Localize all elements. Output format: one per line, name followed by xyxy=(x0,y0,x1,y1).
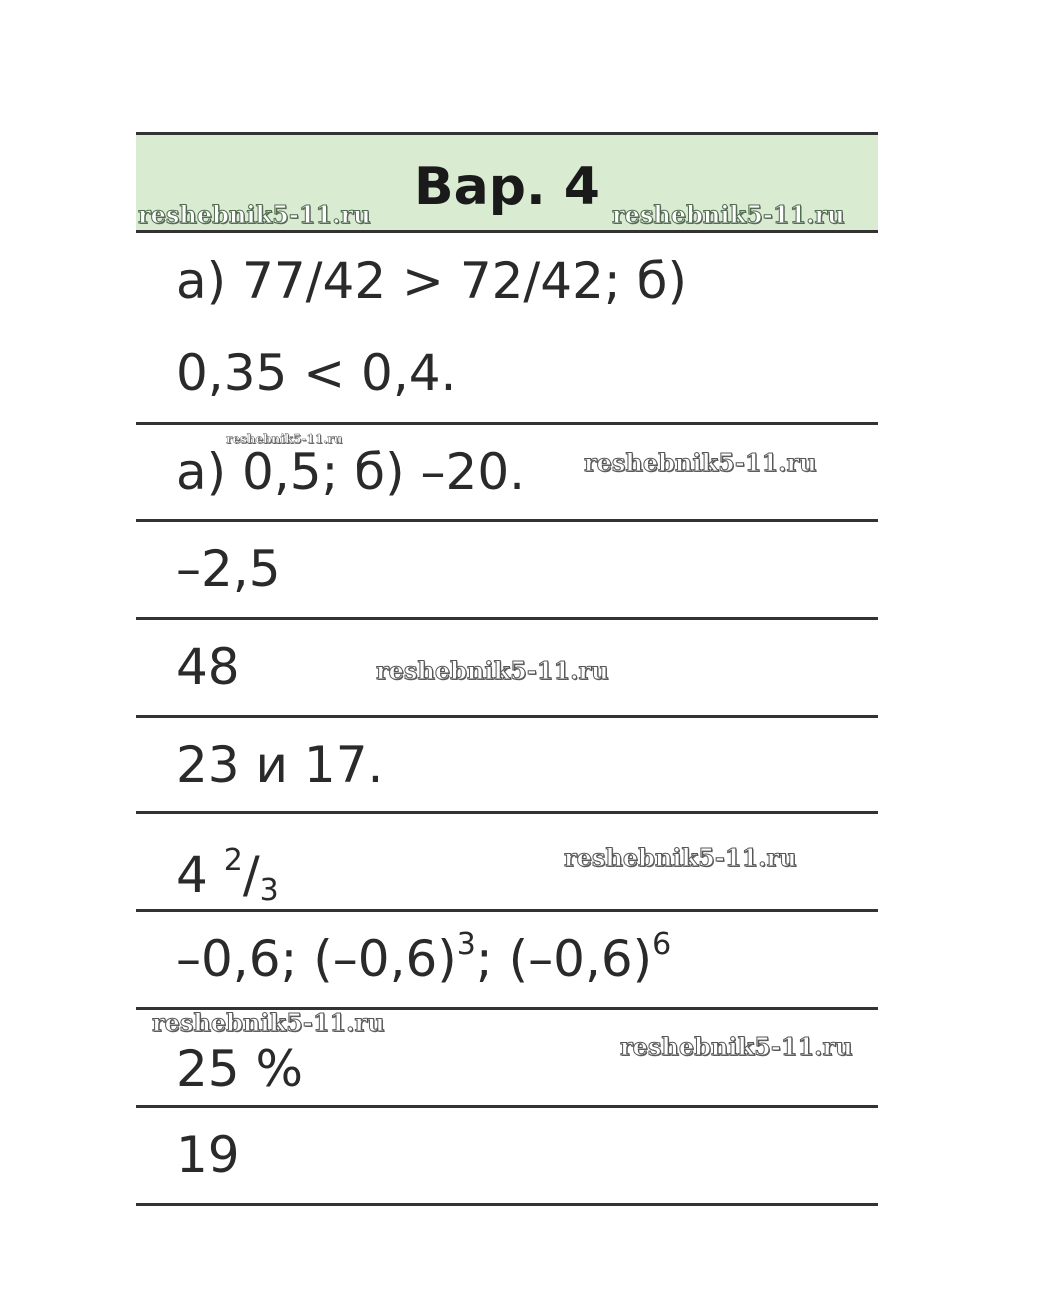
answer-2: а) 0,5; б) –20. xyxy=(176,443,526,501)
answer-6-denominator: 3 xyxy=(259,873,279,908)
watermark-text: reshebnik5-11.ru xyxy=(620,1032,853,1061)
answer-6-slash: / xyxy=(242,846,260,904)
answer-1-line-1: а) 77/42 > 72/42; б) xyxy=(176,252,687,310)
answer-7-part-1: –0,6; (–0,6) xyxy=(176,930,457,988)
variant-title: Вар. 4 xyxy=(414,157,600,217)
answer-1-line-2: 0,35 < 0,4. xyxy=(176,344,457,402)
answer-4: 48 xyxy=(176,638,240,696)
answer-6-whole: 4 xyxy=(176,846,224,904)
watermark-text: reshebnik5-11.ru xyxy=(152,1008,385,1037)
answer-row-3 xyxy=(136,522,878,620)
answer-9: 19 xyxy=(176,1126,240,1184)
watermark-text: reshebnik5-11.ru xyxy=(612,200,845,229)
answer-row-5 xyxy=(136,718,878,814)
answer-8: 25 % xyxy=(176,1040,304,1098)
watermark-text: reshebnik5-11.ru xyxy=(376,656,609,685)
watermark-text: reshebnik5-11.ru xyxy=(584,448,817,477)
answer-row-9 xyxy=(136,1108,878,1206)
answer-6-numerator: 2 xyxy=(223,843,243,878)
watermark-text: reshebnik5-11.ru xyxy=(226,432,343,446)
answer-row-1 xyxy=(136,233,878,425)
watermark-text: reshebnik5-11.ru xyxy=(138,200,371,229)
answer-row-7 xyxy=(136,912,878,1010)
watermark-text: reshebnik5-11.ru xyxy=(564,843,797,872)
answer-5: 23 и 17. xyxy=(176,736,384,794)
answer-7-exponent-1: 3 xyxy=(456,927,476,962)
answer-3: –2,5 xyxy=(176,540,281,598)
answer-7-exponent-2: 6 xyxy=(652,927,672,962)
answer-7-part-2: ; (–0,6) xyxy=(475,930,653,988)
